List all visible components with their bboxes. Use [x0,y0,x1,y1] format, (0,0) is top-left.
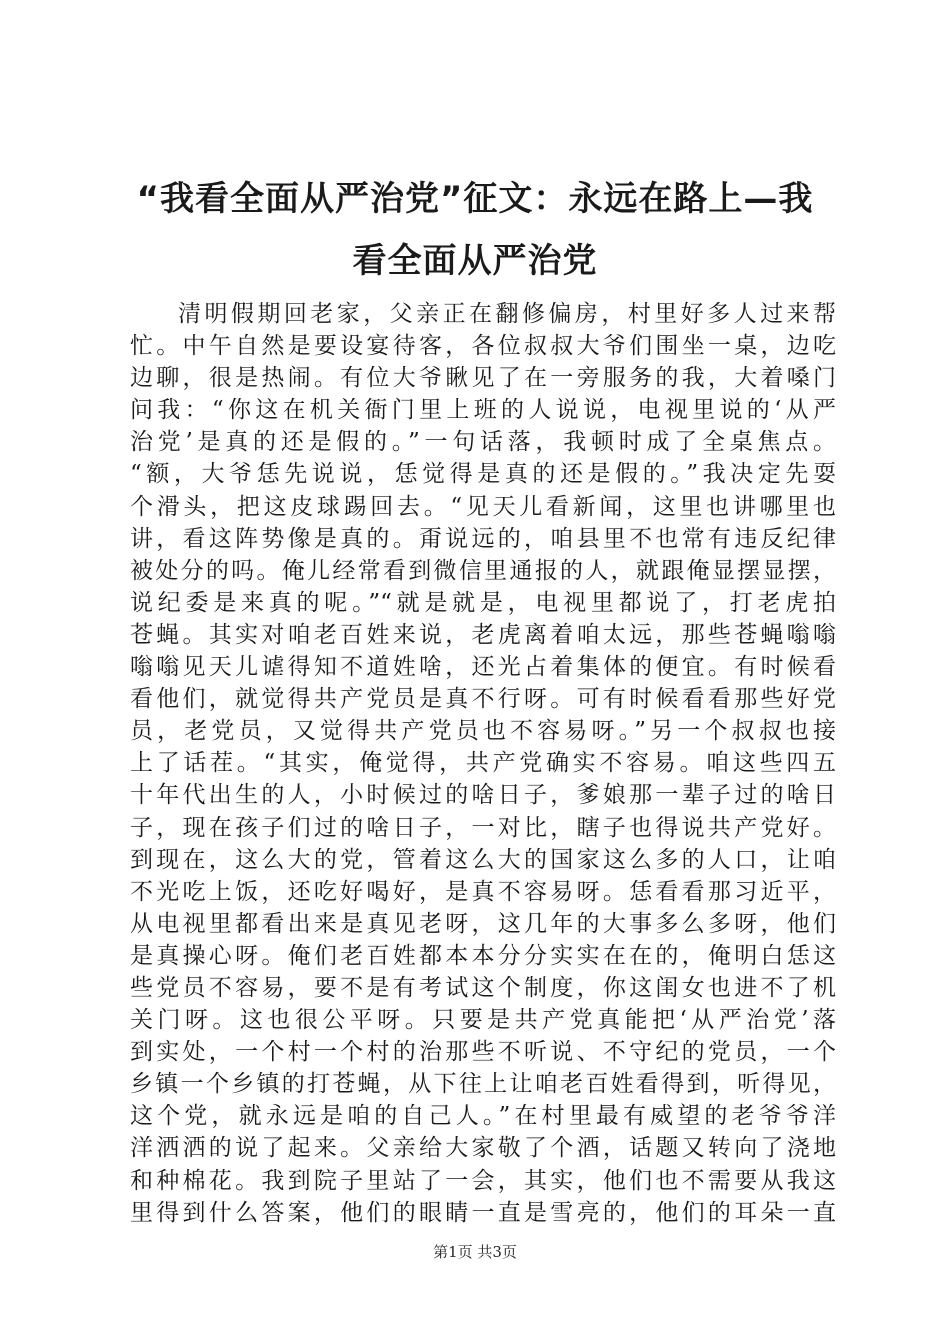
body-line: 讲，看这阵势像是真的。甭说远的，咱县里不也常有违反纪律 [130,525,836,552]
title-line: “我看全面从严治党”征文：永远在路上—我 [136,179,814,219]
body-line: 苍蝇。其实对咱老百姓来说，老虎离着咱太远，那些苍蝇嗡嗡 [130,621,836,648]
body-line: 边聊，很是热闹。有位大爷瞅见了在一旁服务的我，大着嗓门 [130,365,836,392]
body-line: 问我：“你这在机关衙门里上班的人说说，电视里说的‘从严 [130,397,836,424]
body-line: 到现在，这么大的党，管着这么大的国家这么多的人口，让咱 [130,846,836,873]
body-line: 看他们，就觉得共产党员是真不行呀。可有时候看看那些好党 [130,686,836,713]
body-line: 和种棉花。我到院子里站了一会，其实，他们也不需要从我这 [130,1167,836,1194]
body-line: 是真操心呀。俺们老百姓都本本分分实实在在的，俺明白恁这 [130,942,836,969]
body-line: 到实处，一个村一个村的治那些不听说、不守纪的党员，一个 [130,1039,836,1066]
body-line: 治党’是真的还是假的。”一句话落，我顿时成了全桌焦点。 [130,429,836,456]
body-line: 说纪委是来真的呢。”“就是就是，电视里都说了，打老虎拍 [130,589,836,616]
document-title [100,168,850,292]
body-line: 忙。中午自然是要设宴待客，各位叔叔大爷们围坐一桌，边吃 [130,333,836,360]
body-line: 乡镇一个乡镇的打苍蝇，从下往上让咱老百姓看得到，听得见， [130,1071,836,1098]
body-line: 里得到什么答案，他们的眼睛一直是雪亮的，他们的耳朵一直 [130,1199,836,1226]
body-line: 被处分的吗。俺儿经常看到微信里通报的人，就跟俺显摆显摆， [130,557,836,584]
body-line: 十年代出生的人，小时候过的啥日子，爹娘那一辈子过的啥日 [130,782,836,809]
body-line: 从电视里都看出来是真见老呀，这几年的大事多么多呀，他们 [130,910,836,937]
body-line: 子，现在孩子们过的啥日子，一对比，瞎子也得说共产党好。 [130,814,836,841]
body-line: 关门呀。这也很公平呀。只要是共产党真能把‘从严治党’落 [130,1007,836,1034]
body-line: “额，大爷恁先说说，恁觉得是真的还是假的。”我决定先耍 [130,461,836,488]
body-line: 些党员不容易，要不是有考试这个制度，你这闺女也进不了机 [130,974,836,1001]
body-line: 嗡嗡见天儿谑得知不道姓啥，还光占着集体的便宜。有时候看 [130,654,836,681]
body-line: 洋洒洒的说了起来。父亲给大家敬了个酒，话题又转向了浇地 [130,1135,836,1162]
body-line: 不光吃上饭，还吃好喝好，是真不容易呀。恁看看那习近平， [130,878,836,905]
body-line: 清明假期回老家，父亲正在翻修偏房，村里好多人过来帮 [178,301,836,327]
body-line: 上了话茬。“其实，俺觉得，共产党确实不容易。咱这些四五 [130,750,836,777]
page-footer: 第1页 共3页 [433,1243,517,1261]
title-line: 看全面从严治党 [352,241,598,281]
body-line: 员，老党员，又觉得共产党员也不容易呀。”另一个叔叔也接 [130,718,836,745]
body-text [130,298,836,1229]
body-line: 这个党，就永远是咱的自己人。”在村里最有威望的老爷爷洋 [130,1103,836,1130]
body-line: 个滑头，把这皮球踢回去。“见天儿看新闻，这里也讲哪里也 [130,493,836,520]
